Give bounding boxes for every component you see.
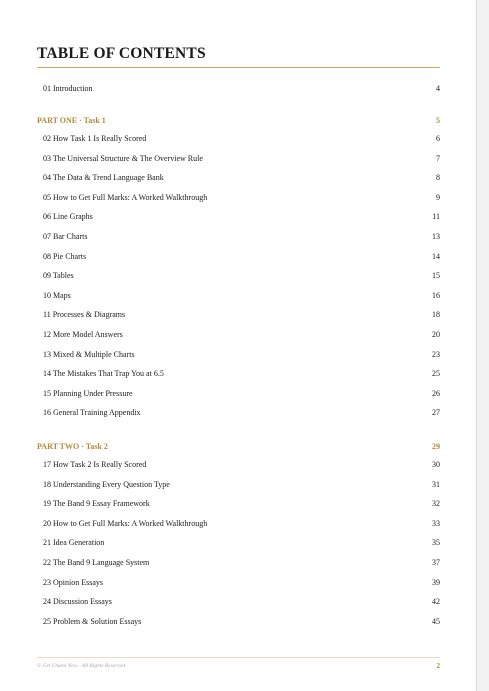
toc-entry[interactable] [37,249,440,263]
footer-page-number: 2 [436,662,440,670]
toc-entry-page: 37 [432,557,440,567]
toc-entry[interactable] [37,614,440,628]
toc-entry[interactable] [37,268,440,282]
toc-entry-label: 08 Pie Charts [43,251,87,261]
toc-entry-label: 16 General Training Appendix [43,407,141,417]
toc-entry-label: 10 Maps [43,290,71,300]
toc-entry[interactable] [37,555,440,569]
toc-entry-page: 20 [432,329,440,339]
toc-entry-page: 33 [432,518,440,528]
toc-entry-label: 20 How to Get Full Marks: A Worked Walkthrough [43,518,208,528]
toc-entry[interactable] [37,288,440,302]
toc-entry-label: 09 Tables [43,270,74,280]
toc-entry-label: 07 Bar Charts [43,231,88,241]
toc-entry-page: 32 [432,498,440,508]
part-heading-page: 5 [436,115,440,125]
toc-entry-page: 35 [432,537,440,547]
toc-entry-page: 25 [432,368,440,378]
toc-entry-page: 9 [436,192,440,202]
toc-entry-label: 12 More Model Answers [43,329,123,339]
toc-entry[interactable] [37,366,440,380]
toc-entry-page: 26 [432,388,440,398]
toc-entry-label: 17 How Task 2 Is Really Scored [43,459,147,469]
title-divider [37,67,440,68]
toc-entry-introduction[interactable] [37,81,440,95]
toc-entry[interactable] [37,496,440,510]
toc-entry-page: 4 [436,83,440,93]
toc-entry-label: 01 Introduction [43,83,93,93]
toc-entry-label: 03 The Universal Structure & The Overview Rule [43,153,203,163]
toc-entry-label: 22 The Band 9 Language System [43,557,150,567]
viewer-scroll-edge [476,0,489,691]
toc-entry-page: 23 [432,349,440,359]
toc-entry-page: 31 [432,479,440,489]
toc-entry-page: 16 [432,290,440,300]
toc-entry-label: 15 Planning Under Pressure [43,388,133,398]
toc-entry[interactable] [37,405,440,419]
toc-entry[interactable] [37,307,440,321]
toc-entry[interactable] [37,477,440,491]
toc-entry[interactable] [37,535,440,549]
toc-part-one-heading[interactable] [37,113,440,127]
toc-entry[interactable] [37,170,440,184]
page-title: TABLE OF CONTENTS [37,45,206,62]
toc-entry-label: 06 Line Graphs [43,211,93,221]
toc-entry-page: 39 [432,577,440,587]
toc-entry-label: 14 The Mistakes That Trap You at 6.5 [43,368,164,378]
toc-entry-label: 04 The Data & Trend Language Bank [43,172,164,182]
toc-entry-page: 11 [432,211,440,221]
toc-entry[interactable] [37,327,440,341]
footer-divider [37,657,440,658]
toc-entry[interactable] [37,229,440,243]
toc-entry-page: 42 [432,596,440,606]
toc-entry[interactable] [37,151,440,165]
toc-entry-page: 18 [432,309,440,319]
toc-entry-page: 15 [432,270,440,280]
footer-copyright: © Get Fluent Now · All Rights Reserved [37,663,126,669]
toc-entry[interactable] [37,516,440,530]
part-heading-page: 29 [432,441,440,451]
toc-entry-label: 25 Problem & Solution Essays [43,616,142,626]
toc-entry-page: 6 [436,133,440,143]
toc-entry-label: 24 Discussion Essays [43,596,112,606]
toc-entry-page: 14 [432,251,440,261]
toc-entry[interactable] [37,209,440,223]
toc-entry-page: 13 [432,231,440,241]
part-heading-label: PART TWO · Task 2 [37,441,108,451]
toc-entry-label: 19 The Band 9 Essay Framework [43,498,150,508]
toc-entry-page: 27 [432,407,440,417]
toc-entry-page: 30 [432,459,440,469]
toc-entry[interactable] [37,347,440,361]
toc-entry[interactable] [37,131,440,145]
toc-entry-page: 8 [436,172,440,182]
toc-entry[interactable] [37,594,440,608]
part-heading-label: PART ONE · Task 1 [37,115,106,125]
page-footer [37,660,440,672]
toc-entry-label: 11 Processes & Diagrams [43,309,126,319]
toc-entry-label: 21 Idea Generation [43,537,105,547]
toc-part-two-heading[interactable] [37,439,440,453]
toc-entry[interactable] [37,575,440,589]
toc-entry[interactable] [37,386,440,400]
toc-entry-label: 05 How to Get Full Marks: A Worked Walkthrough [43,192,208,202]
toc-entry-label: 23 Opinion Essays [43,577,103,587]
toc-entry-label: 13 Mixed & Multiple Charts [43,349,135,359]
toc-entry-page: 45 [432,616,440,626]
toc-entry-label: 02 How Task 1 Is Really Scored [43,133,147,143]
toc-entry[interactable] [37,190,440,204]
toc-entry[interactable] [37,457,440,471]
toc-entry-page: 7 [436,153,440,163]
toc-entry-label: 18 Understanding Every Question Type [43,479,170,489]
